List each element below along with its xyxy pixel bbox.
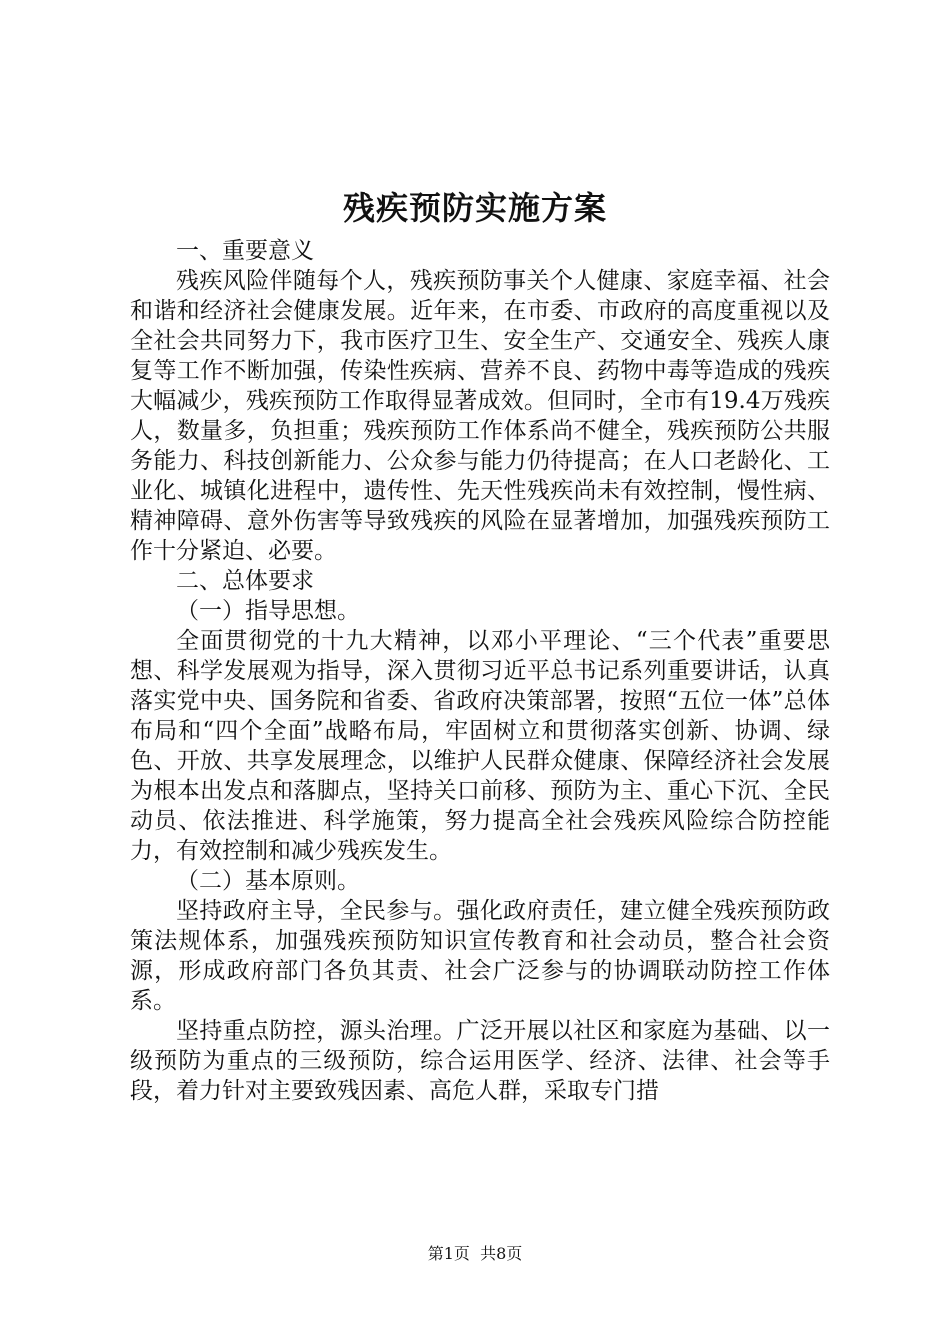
page-number: 第1页 — [427, 1244, 470, 1263]
subheading-basic-principles: （二）基本原则。 — [176, 868, 360, 894]
document-body — [130, 236, 830, 1106]
heading-importance: 一、重要意义 — [176, 238, 314, 264]
paragraph-principle-key-prevention: 坚持重点防控，源头治理。广泛开展以社区和家庭为基础、以一级预防为重点的三级预防，综合运用医学、经济、法律、社会等手段，着力针对主要致残因素、高危人群，采取专门措 — [130, 1018, 830, 1104]
page-footer — [0, 1243, 950, 1265]
paragraph-guiding-ideology: 全面贯彻党的十九大精神，以邓小平理论、“三个代表”重要思想、科学发展观为指导，深入贯彻习近平总书记系列重要讲话，认真落实党中央、国务院和省委、省政府决策部署，按照“五位一体”总体布局和“四个全面”战略布局，牢固树立和贯彻落实创新、协调、绿色、开放、共享发展理念，以维护人民群众健康、保障经济社会发展为根本出发点和落脚点，坚持关口前移、预防为主、重心下沉、全民动员、依法推进、科学施策，努力提高全社会残疾风险综合防控能力，有效控制和减少残疾发生。 — [130, 628, 830, 864]
subheading-guiding-ideology: （一）指导思想。 — [176, 598, 360, 624]
heading-general-requirements: 二、总体要求 — [176, 568, 314, 594]
document-title: 残疾预防实施方案 — [342, 189, 607, 227]
paragraph-principle-government-led: 坚持政府主导，全民参与。强化政府责任，建立健全残疾预防政策法规体系，加强残疾预防知识宣传教育和社会动员，整合社会资源，形成政府部门各负其责、社会广泛参与的协调联动防控工作体系。 — [130, 898, 830, 1014]
paragraph-importance: 残疾风险伴随每个人，残疾预防事关个人健康、家庭幸福、社会和谐和经济社会健康发展。近年来，在市委、市政府的高度重视以及全社会共同努力下，我市医疗卫生、安全生产、交通安全、残疾人康复等工作不断加强，传染性疾病、营养不良、药物中毒等造成的残疾大幅减少，残疾预防工作取得显著成效。但同时，全市有19.4万残疾人，数量多，负担重；残疾预防工作体系尚不健全，残疾预防公共服务能力、科技创新能力、公众参与能力仍待提高；在人口老龄化、工业化、城镇化进程中，遗传性、先天性残疾尚未有效控制，慢性病、精神障碍、意外伤害等导致残疾的风险在显著增加，加强残疾预防工作十分紧迫、必要。 — [130, 268, 830, 564]
page-total: 共8页 — [480, 1244, 523, 1263]
